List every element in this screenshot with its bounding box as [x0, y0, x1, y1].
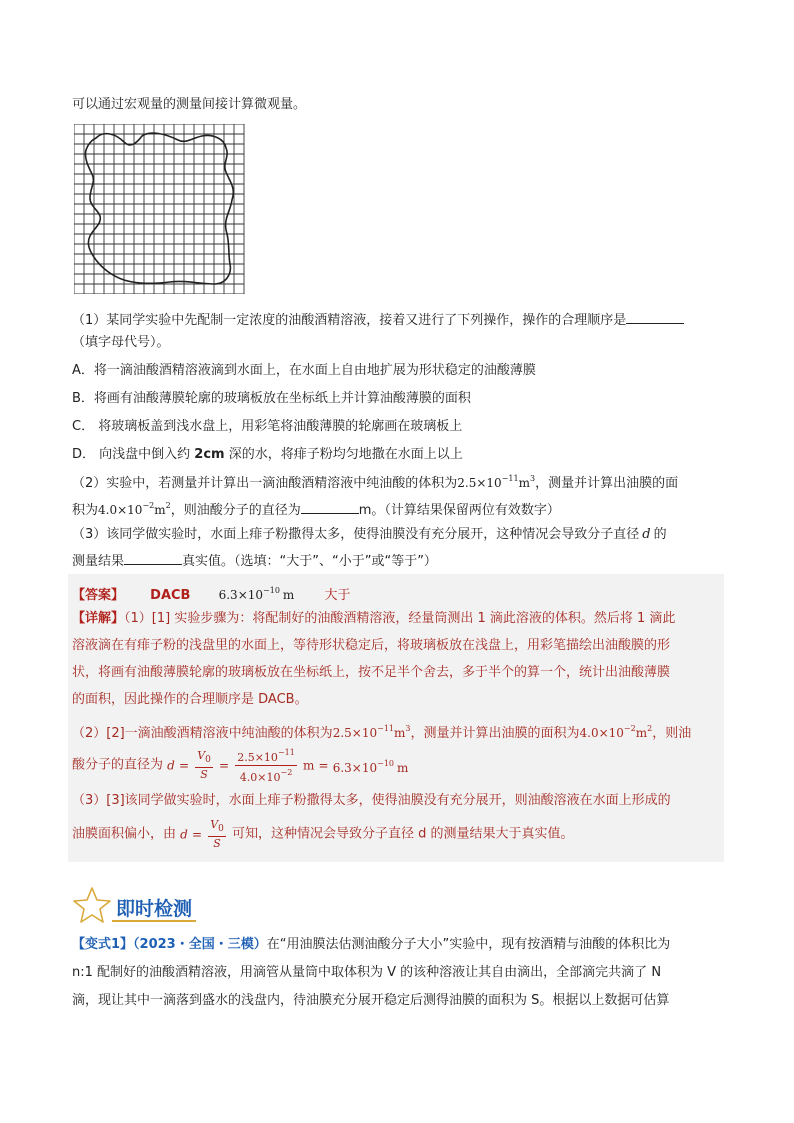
detail-line5	[72, 720, 691, 743]
detail-line6-formula: 酸分子的直径为 d = $\frac{V_0}{S}$ = $\frac{2.5\times 10^{-11}}{4.0\times 10^{-2}}$ $m = 6.3\times 10^{-10}$ m	[72, 748, 409, 784]
q3-line2-post: 真实值。（选填：“大于”、“小于”或“等于”）	[182, 554, 437, 569]
detail-p2-post: ，则油	[652, 726, 692, 741]
detail-line7: （3）[3]该同学做实验时，水面上痱子粉撒得太多，使得油膜没有充分展开，则油酸溶液在水面上形成的	[72, 793, 671, 808]
q2-answer-blank[interactable]	[301, 500, 359, 514]
formula-v0-over-s: $\frac{V_0}{S}$	[197, 749, 211, 781]
q3-line2-pre: 测量结果	[72, 554, 125, 569]
detail-line8: 油膜面积偏小，由 d = $\frac{V_0}{S}$ 可知，这种情况会导致分子直径 d 的测量结果大于真实值。	[72, 818, 574, 850]
q2-stem-post: m。（计算结果保留两位有效数字）	[358, 503, 560, 518]
detail-p2-pre: （2）[2]一滴油酸酒精溶液中纯油酸的体积为	[72, 726, 333, 741]
answer-label: 【答案】	[72, 588, 125, 603]
q3-stem-post: 的	[653, 527, 667, 542]
section-underline	[112, 920, 196, 922]
q3-line1	[72, 526, 667, 544]
q2-stem-mid: ，测量并计算出油膜的面	[535, 476, 679, 491]
q1-line2: （填字母代号）。	[72, 335, 170, 350]
section-title: 即时检测	[116, 898, 193, 920]
q2-stem: （2）实验中，若测量并计算出一滴油酸酒精溶液中纯油酸的体积为	[72, 476, 458, 491]
answer-3: 大于	[324, 588, 351, 603]
answer-line	[72, 582, 350, 605]
q2-line2	[72, 497, 560, 520]
q1-answer-blank[interactable]	[626, 310, 684, 324]
q1-option-b: B．将画有油酸薄膜轮廓的玻璃板放在坐标纸上并计算油酸薄膜的面积	[72, 391, 471, 406]
q2-area: $4.0\times 10^{-2}m^2$	[98, 501, 171, 517]
detail-p2-volume: $2.5\times 10^{-11}m^3$	[332, 724, 411, 740]
formula2-v0-over-s: $\frac{V_0}{S}$	[210, 818, 224, 850]
detail-p3-pre: 油膜面积偏小，由	[72, 826, 177, 842]
variant-label: 【变式1】	[72, 937, 134, 952]
variant-source: （2023・全国・三模）	[133, 937, 267, 952]
formula-numeric-fraction: $\frac{2.5\times 10^{-11}}{4.0\times 10^{-2}}$	[237, 748, 295, 784]
detail-line3: 状，将画有油酸薄膜轮廓的玻璃板放在坐标纸上，按不足半个舍去，多于半个的算一个，统计出油酸薄膜	[72, 665, 671, 680]
detail-p2-mid: ，测量并计算出油膜的面积为	[410, 726, 580, 741]
q1-stem: （1）某同学实验中先配制一定浓度的油酸酒精溶液，接着又进行了下列操作，操作的合理顺序是	[72, 313, 627, 328]
q3-d-symbol: d	[642, 527, 651, 542]
intro-text: 可以通过宏观量的测量间接计算微观量。	[72, 97, 307, 112]
q2-area-pre: 积为	[72, 503, 99, 518]
formula2-d: d	[180, 827, 188, 842]
q1-option-d-post: 深的水，将痱子粉均匀地撒在水面上以上	[224, 447, 463, 462]
detail-p1-l1: （1）[1] 实验步骤为：将配制好的油酸酒精溶液，经量筒测出 1 滴此溶液的体积。然后将 1 滴此	[124, 611, 676, 626]
detail-line2: 溶液滴在有痱子粉的浅盘里的水面上，等待形状稳定后，将玻璃板放在浅盘上，用彩笔描绘出油酸膜的形	[72, 638, 671, 653]
q2-volume: $2.5\times 10^{-11}m^3$	[457, 474, 536, 490]
q1-option-d	[72, 446, 463, 464]
q1-line1	[72, 310, 684, 330]
q3-line2	[72, 551, 437, 571]
q2-line1	[72, 470, 678, 493]
answer-1: DACB	[150, 588, 191, 603]
detail-line1	[72, 610, 675, 628]
q2-stem-mid2: ，则油酸分子的直径为	[170, 503, 301, 518]
grid-lines	[74, 124, 244, 294]
star-outline-icon	[72, 886, 112, 924]
detail-p2-area: $4.0\times 10^{-2}m^2$	[579, 724, 653, 740]
q1-option-c: C． 将玻璃板盖到浅水盘上，用彩笔将油酸薄膜的轮廓画在玻璃板上	[72, 419, 463, 434]
formula-d: d	[167, 758, 175, 773]
variant-line3: 滴，现让其中一滴落到盛水的浅盘内，待油膜充分展开稳定后测得油膜的面积为 S。根据以上数据可估算	[72, 993, 670, 1008]
q3-stem: （3）该同学做实验时，水面上痱子粉撒得太多，使得油膜没有充分展开，这种情况会导致分子直径	[72, 527, 640, 542]
oil-film-outline	[85, 133, 233, 284]
variant-line1	[72, 936, 670, 954]
q1-option-a: A．将一滴油酸酒精溶液滴到水面上，在水面上自由地扩展为形状稳定的油酸薄膜	[72, 363, 536, 378]
q3-answer-blank[interactable]	[124, 551, 182, 565]
detail-label: 【详解】	[72, 611, 125, 626]
oil-film-grid-figure	[74, 124, 248, 294]
q1-option-d-pre: D． 向浅盘中倒入约	[72, 447, 195, 462]
q1-option-d-depth: 2cm	[194, 447, 225, 462]
detail-p2-l2-pre: 酸分子的直径为	[72, 757, 164, 773]
detail-line4: 的面积，因此操作的合理顺序是 DACB。	[72, 692, 308, 707]
formula-result: $6.3\times 10^{-10}$ m	[332, 758, 409, 775]
detail-p3-post: 可知，这种情况会导致分子直径 d 的测量结果大于真实值。	[232, 826, 574, 842]
variant-line2: n:1 配制好的油酸酒精溶液，用滴管从量筒中取体积为 V 的该种溶液让其自由滴出，全部滴完共滴了 N	[72, 965, 662, 980]
variant-l1-text: 在“用油膜法估测油酸分子大小”实验中，现有按酒精与油酸的体积比为	[266, 937, 671, 952]
answer-2: $6.3\times 10^{-10}$ m	[218, 586, 295, 602]
